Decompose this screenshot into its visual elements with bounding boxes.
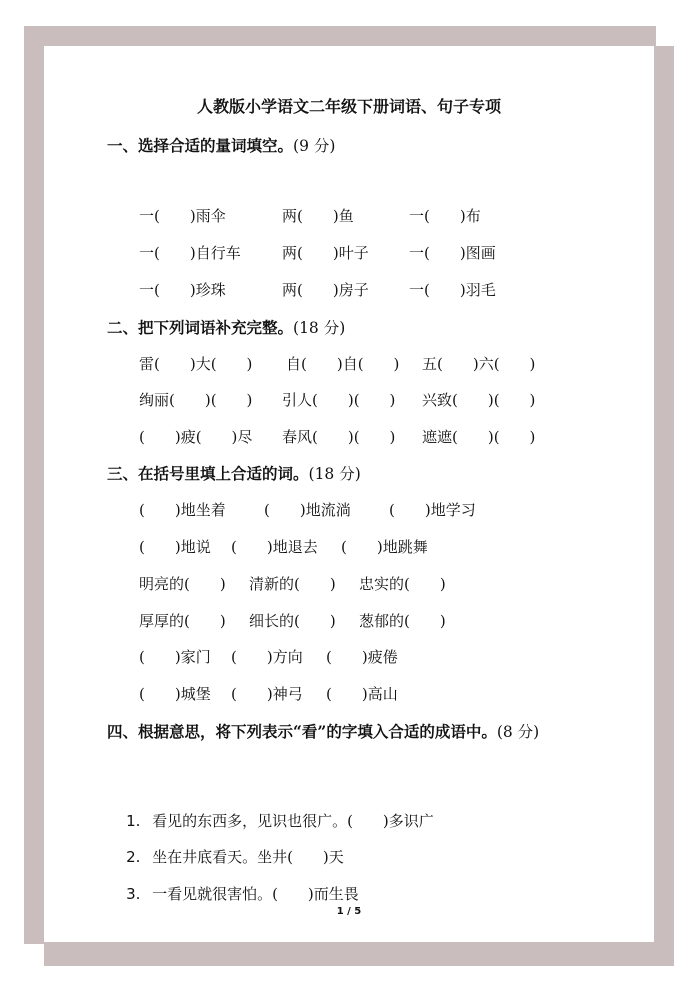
exercise-item[interactable]: ( )地退去 [231, 538, 318, 556]
exercise-item[interactable]: 明亮的( ) [139, 575, 226, 593]
exercise-item[interactable]: 自( )自( ) [286, 355, 400, 373]
question-number: 3. [126, 885, 141, 903]
section-4-heading-text: 四、根据意思，将下列表示“看”的字填入合适的成语中。 [107, 722, 497, 741]
page-number: 1 / 5 [336, 906, 362, 917]
exercise-item[interactable]: ( )高山 [326, 685, 398, 703]
exercise-item[interactable]: ( )家门 [139, 648, 211, 666]
exercise-item[interactable]: 引人( )( ) [282, 391, 396, 409]
exercise-item[interactable]: 遮遮( )( ) [422, 428, 536, 446]
exercise-item[interactable]: ( )地说 [139, 538, 211, 556]
question-number: 2. [126, 848, 141, 866]
section-2-score: (18 分) [293, 319, 346, 337]
exercise-item[interactable]: ( )地流淌 [264, 501, 351, 519]
exercise-item[interactable]: 雷( )大( ) [139, 355, 253, 373]
exercise-item[interactable]: ( )方向 [231, 648, 303, 666]
section-1-score: (9 分) [293, 137, 336, 155]
exercise-item[interactable]: 细长的( ) [249, 612, 336, 630]
section-2-heading-text: 二、把下列词语补充完整。 [107, 318, 294, 337]
section-3-score: (18 分) [308, 465, 361, 483]
document-page [44, 46, 654, 942]
exercise-item[interactable]: 两( )房子 [282, 281, 369, 299]
exercise-item[interactable]: ( )城堡 [139, 685, 211, 703]
exercise-item[interactable]: ( )神弓 [231, 685, 303, 703]
section-4-score: (8 分) [496, 723, 540, 741]
exercise-item[interactable]: 兴致( )( ) [422, 391, 536, 409]
exercise-item[interactable]: 一( )珍珠 [139, 281, 226, 299]
exercise-item[interactable]: 葱郁的( ) [359, 612, 446, 630]
exercise-item[interactable]: 清新的( ) [249, 575, 336, 593]
question-text: 看见的东西多，见识也很广。( )多识广 [152, 812, 434, 830]
exercise-item[interactable]: 一( )雨伞 [139, 207, 226, 225]
exercise-item[interactable]: 五( )六( ) [422, 355, 536, 373]
exercise-item[interactable]: 春风( )( ) [282, 428, 396, 446]
section-2-heading [107, 316, 345, 338]
exercise-item[interactable]: ( )地坐着 [139, 501, 226, 519]
exercise-item[interactable]: 忠实的( ) [359, 575, 446, 593]
question-number: 1. [126, 812, 141, 830]
exercise-item[interactable]: ( )疲倦 [326, 648, 398, 666]
exercise-item[interactable]: 一( )布 [409, 207, 481, 225]
exercise-item[interactable]: ( )地跳舞 [341, 538, 428, 556]
exercise-item[interactable]: ( )地学习 [389, 501, 476, 519]
section-3-heading [107, 462, 361, 484]
exercise-item[interactable]: 两( )鱼 [282, 207, 354, 225]
section-1-heading [107, 134, 335, 156]
exercise-item[interactable]: 一( )图画 [409, 244, 496, 262]
exercise-item[interactable]: ( )疲( )尽 [139, 428, 253, 446]
exercise-item[interactable]: 一( )羽毛 [409, 281, 496, 299]
exercise-item[interactable]: 一( )自行车 [139, 244, 241, 262]
question-text: 一看见就很害怕。( )而生畏 [152, 885, 359, 903]
exercise-item[interactable]: 厚厚的( ) [139, 612, 226, 630]
question-text: 坐在井底看天。坐井( )天 [152, 848, 344, 866]
exercise-item[interactable]: 两( )叶子 [282, 244, 369, 262]
section-4-heading [107, 720, 539, 742]
section-3-heading-text: 三、在括号里填上合适的词。 [107, 464, 309, 483]
document-title: 人教版小学语文二年级下册词语、句子专项 [196, 97, 501, 116]
section-1-heading-text: 一、选择合适的量词填空。 [107, 136, 294, 155]
exercise-item[interactable]: 绚丽( )( ) [139, 391, 253, 409]
